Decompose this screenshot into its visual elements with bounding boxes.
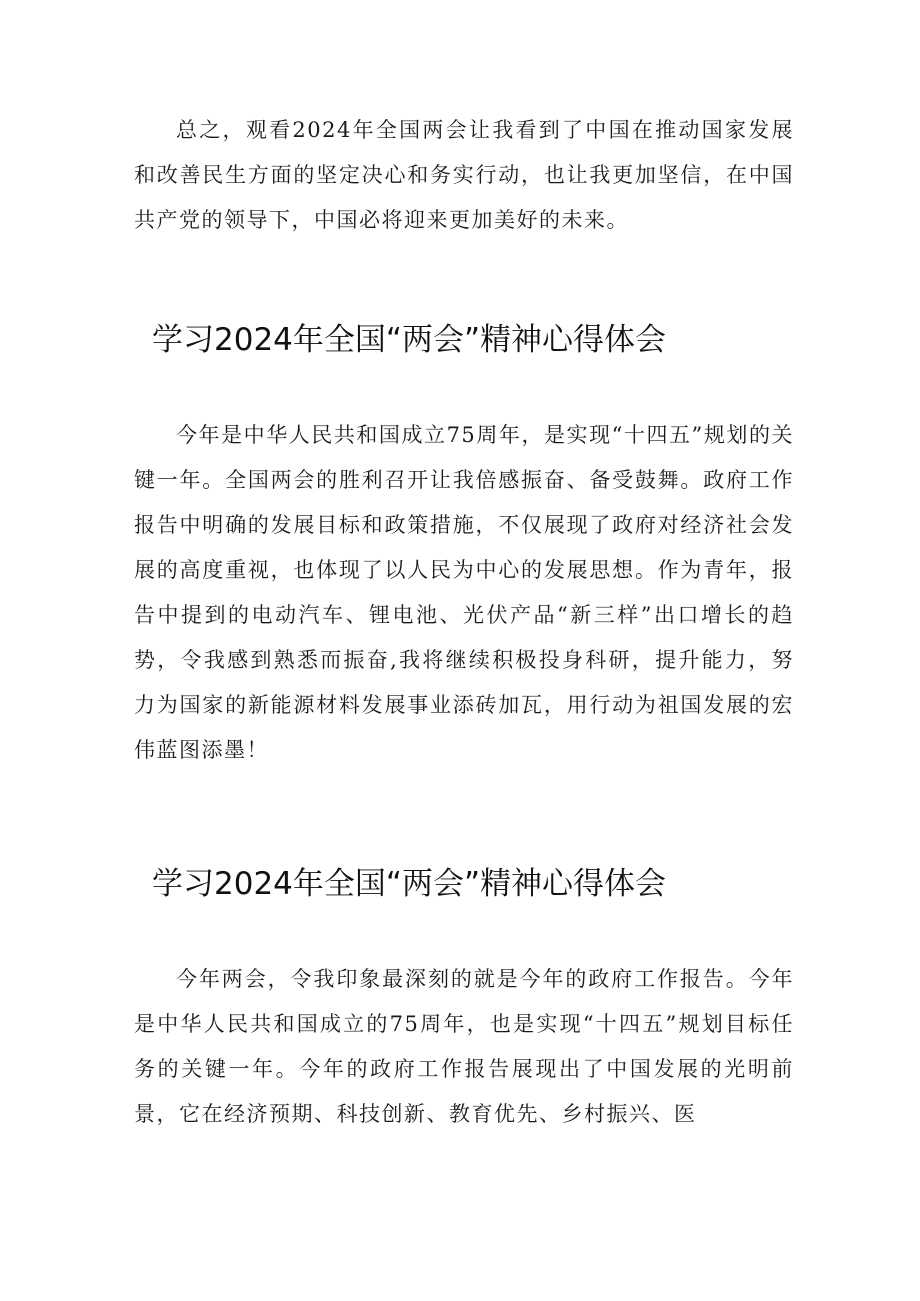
- section-2-body: 今年两会，令我印象最深刻的就是今年的政府工作报告。今年是中华人民共和国成立的75周年，也是实现“十四五”规划目标任务的关键一年。今年的政府工作报告展现出了中国发展的光明前景，它在经济预期、科技创新、教育优先、乡村振兴、医: [134, 967, 794, 1126]
- section-1-title: 学习2024年全国“两会”精神心得体会: [152, 322, 667, 358]
- closing-paragraph: 总之，观看2024年全国两会让我看到了中国在推动国家发展和改善民生方面的坚定决心和务实行动，也让我更加坚信，在中国共产党的领导下，中国必将迎来更加美好的未来。: [134, 118, 794, 232]
- section-1-body: 今年是中华人民共和国成立75周年，是实现“十四五”规划的关键一年。全国两会的胜利召开让我倍感振奋、备受鼓舞。政府工作报告中明确的发展目标和政策措施，不仅展现了政府对经济社会发展的高度重视，也体现了以人民为中心的发展思想。作为青年，报告中提到的电动汽车、锂电池、光伏产品“新三样”出口增长的趋势，令我感到熟悉而振奋,我将继续积极投身科研，提升能力，努力为国家的新能源材料发展事业添砖加瓦，用行动为祖国发展的宏伟蓝图添墨！: [134, 423, 794, 762]
- section-2-title: 学习2024年全国“两会”精神心得体会: [152, 866, 667, 902]
